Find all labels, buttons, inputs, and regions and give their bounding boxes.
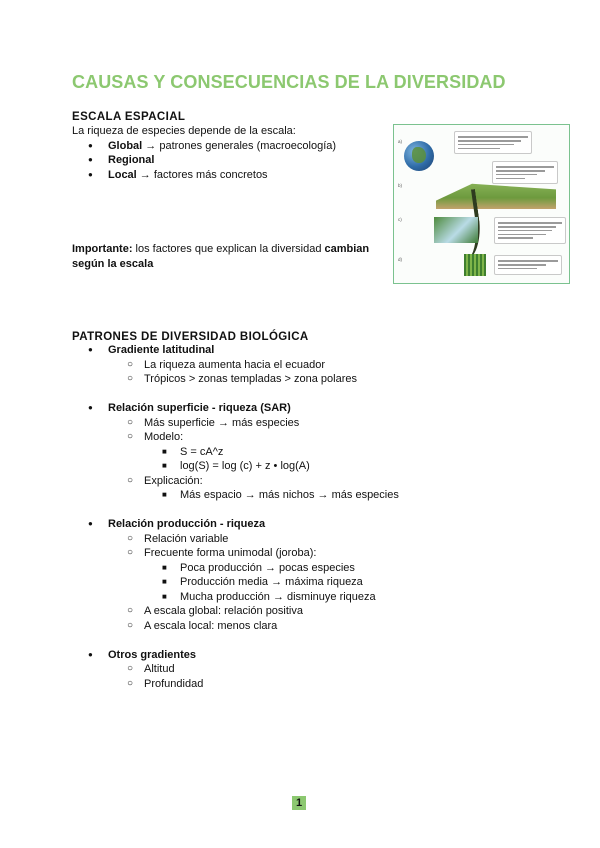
figure-label-a: a) bbox=[398, 139, 403, 144]
list-item-latitudinal: ● Gradiente latitudinal bbox=[72, 343, 600, 358]
globe-icon bbox=[404, 141, 434, 171]
page-number: 1 bbox=[292, 796, 306, 810]
list-item: ○ Más superficie → más especies bbox=[72, 416, 600, 431]
list-item: ○ Profundidad bbox=[72, 677, 600, 692]
escala-intro: La riqueza de especies depende de la escala: bbox=[72, 125, 296, 137]
list-item: ○ Altitud bbox=[72, 662, 600, 677]
figure-label-b: b) bbox=[398, 183, 403, 188]
list-item-local: ● Local → factores más concretos bbox=[72, 168, 382, 183]
list-item-global: ● Global → patrones generales (macroecología) bbox=[72, 139, 382, 154]
figure-label-d: d) bbox=[398, 257, 403, 262]
list-item: ○ Modelo: bbox=[72, 430, 600, 445]
list-item-regional: ● Regional bbox=[72, 153, 382, 168]
importante-note: Importante: los factores que explican la diversidad cambian según la escala bbox=[72, 243, 370, 270]
list-item: ■ Más espacio → más nichos → más especies bbox=[72, 488, 600, 503]
valley-image bbox=[434, 217, 478, 243]
list-item: ○ A escala global: relación positiva bbox=[72, 604, 600, 619]
scale-illustration bbox=[393, 124, 570, 284]
grass-image bbox=[464, 254, 486, 276]
formula-item: ■ S = cA^z bbox=[72, 445, 600, 460]
figure-label-c: c) bbox=[398, 217, 402, 222]
patrones-section bbox=[0, 331, 600, 691]
list-item: ○ Relación variable bbox=[72, 532, 600, 547]
escala-heading: ESCALA ESPACIAL bbox=[72, 111, 186, 123]
escala-section bbox=[72, 111, 382, 182]
figure-note-1 bbox=[454, 131, 532, 154]
page-title: CAUSAS Y CONSECUENCIAS DE LA DIVERSIDAD bbox=[72, 72, 506, 92]
patrones-heading: PATRONES DE DIVERSIDAD BIOLÓGICA bbox=[72, 331, 309, 343]
list-item-otros: ● Otros gradientes bbox=[72, 648, 600, 663]
formula-item: ■ log(S) = log (c) + z • log(A) bbox=[72, 459, 600, 474]
list-item: ○ La riqueza aumenta hacia el ecuador bbox=[72, 358, 600, 373]
list-item: ○ Trópicos > zonas templadas > zona polares bbox=[72, 372, 600, 387]
list-item: ○ Frecuente forma unimodal (joroba): bbox=[72, 546, 600, 561]
list-item: ■ Poca producción → pocas especies bbox=[72, 561, 600, 576]
list-item: ○ Explicación: bbox=[72, 474, 600, 489]
list-item-sar: ● Relación superficie - riqueza (SAR) bbox=[72, 401, 600, 416]
figure-note-4 bbox=[494, 255, 562, 275]
list-item: ■ Producción media → máxima riqueza bbox=[72, 575, 600, 590]
figure-note-2 bbox=[492, 161, 558, 184]
list-item: ○ A escala local: menos clara bbox=[72, 619, 600, 634]
figure-note-3 bbox=[494, 217, 566, 244]
list-item: ■ Mucha producción → disminuye riqueza bbox=[72, 590, 600, 605]
list-item-produccion: ● Relación producción - riqueza bbox=[72, 517, 600, 532]
